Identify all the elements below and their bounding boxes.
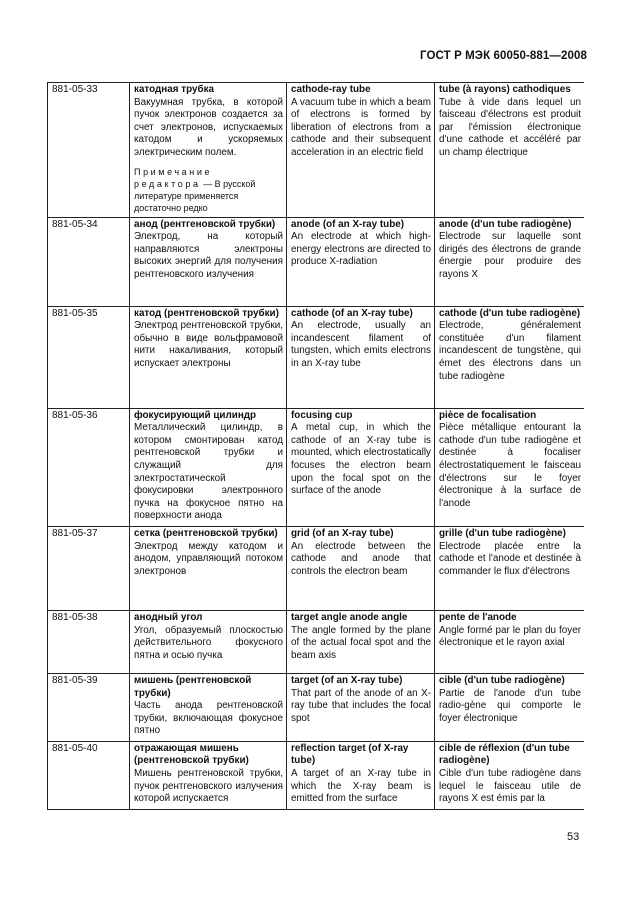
entry-number: 881-05-34	[48, 217, 130, 306]
russian-cell	[130, 306, 287, 408]
table-row	[48, 741, 585, 809]
french-definition: Electrode, généralement constituée d'un filament incandescent de tungstène, qui émet des électrons dans un tube radiogène	[439, 320, 581, 382]
french-cell	[435, 741, 585, 809]
english-definition: A metal cup, in which the cathode of an X-ray tube is mounted, which electrostatically focuses the electron beam upon the focal spot on the surface of the anode	[291, 422, 431, 497]
french-definition: Tube à vide dans lequel un faisceau d'électrons est produit par l'émission électronique d'une cathode et accéléré par un champ électrique	[439, 96, 581, 158]
french-term: cathode (d'un tube radiogène)	[439, 307, 581, 319]
terms-table	[47, 82, 584, 810]
russian-definition: Вакуумная трубка, в которой пучок электронов создается за счет электронов, испускаемых катодом и ускоряемых электрическим полем.	[134, 96, 283, 158]
english-cell	[287, 526, 435, 610]
russian-cell	[130, 741, 287, 809]
russian-term: сетка (рентгеновской трубки)	[134, 527, 278, 539]
table-row	[48, 306, 585, 408]
table-row	[48, 526, 585, 610]
russian-term: катодная трубка	[134, 84, 215, 95]
french-cell	[435, 217, 585, 306]
english-cell	[287, 408, 435, 526]
french-definition: Pièce métallique entourant la cathode d'un tube radiogène et destinée à focaliser électrostatiquement le faisceau d'électrons sur le foyer électronique à la surface de l'anode	[439, 422, 581, 509]
russian-cell	[130, 217, 287, 306]
entry-number: 881-05-33	[48, 83, 130, 218]
english-cell	[287, 306, 435, 408]
terms-table-container	[47, 82, 584, 822]
russian-term: анодный угол	[134, 611, 203, 623]
french-term: anode (d'un tube radiogène)	[439, 218, 572, 230]
russian-definition: Мишень рентгеновской трубки, пучок рентгеновского излучения которой испускается	[134, 768, 283, 805]
table-row	[48, 673, 585, 741]
english-term: cathode-ray tube	[291, 84, 371, 95]
page-number: 53	[567, 831, 580, 843]
french-definition: Electrode placée entre la cathode et l'anode et destinée à commander le flux d'électrons	[439, 540, 581, 577]
french-cell	[435, 83, 585, 218]
french-term: cible (d'un tube radiogène)	[439, 674, 565, 686]
russian-term: анод (рентгеновской трубки)	[134, 218, 276, 230]
editor-note-text: — В русской литературе применяется достаточно редко	[134, 178, 256, 213]
table-row	[48, 83, 585, 218]
english-cell	[287, 610, 435, 673]
english-cell	[287, 673, 435, 741]
russian-cell	[130, 673, 287, 741]
russian-definition: Часть анода рентгеновской трубки, включающая фокусное пятно	[134, 700, 283, 737]
editor-note	[134, 166, 283, 214]
russian-term: отражающая мишень (рентгеновской трубки)	[134, 742, 249, 767]
entry-number: 881-05-39	[48, 673, 130, 741]
russian-term: мишень (рентгеновской трубки)	[134, 674, 252, 699]
english-term: anode (of an X-ray tube)	[291, 218, 405, 230]
english-term: target (of an X-ray tube)	[291, 674, 403, 686]
french-cell	[435, 408, 585, 526]
english-cell	[287, 217, 435, 306]
russian-definition: Угол, образуемый плоскостью действительного фокусного пятна и осью пучка	[134, 624, 283, 661]
english-definition: A vacuum tube in which a beam of electrons is formed by liberation of electrons from a cathode and their subsequent acceleration in an electric field	[291, 96, 431, 158]
russian-cell	[130, 526, 287, 610]
french-term: pièce de focalisation	[439, 409, 537, 421]
entry-number: 881-05-36	[48, 408, 130, 526]
russian-cell	[130, 408, 287, 526]
editor-note-heading: Примечание редактора	[134, 166, 213, 189]
english-definition: An electrode between the cathode and anode that controls the electron beam	[291, 540, 431, 577]
table-row	[48, 610, 585, 673]
russian-cell	[130, 83, 287, 218]
russian-definition: Металлический цилиндр, в котором смонтирован катод рентгеновской трубки и служащий для электростатической фокусировки электронного пучка на фокусное пятно на поверхности анода	[134, 422, 283, 522]
french-term: grille (d'un tube radiogène)	[439, 527, 566, 539]
english-cell	[287, 83, 435, 218]
russian-definition: Электрод, на который направляются электроны высоких энергий для получения рентгеновского излучения	[134, 231, 283, 280]
french-term: tube (à rayons) cathodiques	[439, 84, 571, 95]
french-cell	[435, 526, 585, 610]
document-header: ГОСТ Р МЭК 60050-881—2008	[420, 50, 587, 62]
english-definition: A target of an X-ray tube in which the X-ray beam is emitted from the surface	[291, 768, 431, 805]
russian-cell	[130, 610, 287, 673]
english-term: grid (of an X-ray tube)	[291, 527, 394, 539]
french-term: pente de l'anode	[439, 611, 517, 623]
english-definition: The angle formed by the plane of the actual focal spot and the beam axis	[291, 624, 431, 661]
english-term: reflection target (of X-ray tube)	[291, 742, 409, 767]
french-cell	[435, 673, 585, 741]
table-row	[48, 217, 585, 306]
entry-number: 881-05-40	[48, 741, 130, 809]
english-definition: That part of the anode of an X-ray tube that includes the focal spot	[291, 687, 431, 724]
english-cell	[287, 741, 435, 809]
english-term: focusing cup	[291, 409, 353, 421]
entry-number: 881-05-37	[48, 526, 130, 610]
entry-number: 881-05-35	[48, 306, 130, 408]
russian-definition: Электрод рентгеновской трубки, обычно в виде вольфрамовой нити накаливания, который испускает электроны	[134, 320, 283, 369]
english-definition: An electrode, usually an incandescent filament of tungsten, which emits electrons in an X-ray tube	[291, 320, 431, 369]
french-definition: Partie de l'anode d'un tube radio-gène qui comporte le foyer électronique	[439, 687, 581, 724]
english-term: target angle anode angle	[291, 611, 408, 623]
entry-number: 881-05-38	[48, 610, 130, 673]
russian-term: фокусирующий цилиндр	[134, 409, 257, 421]
french-definition: Angle formé par le plan du foyer électronique et le rayon axial	[439, 624, 581, 649]
russian-term: катод (рентгеновской трубки)	[134, 307, 279, 319]
french-cell	[435, 306, 585, 408]
russian-definition: Электрод между катодом и анодом, управляющий потоком электронов	[134, 540, 283, 577]
french-cell	[435, 610, 585, 673]
table-row	[48, 408, 585, 526]
english-term: cathode (of an X-ray tube)	[291, 307, 413, 319]
french-definition: Cible d'un tube radiogène dans lequel le faisceau utile de rayons X est émis par la	[439, 768, 581, 805]
french-definition: Electrode sur laquelle sont dirigés des électrons de grande énergie pour produire des rayons X	[439, 231, 581, 280]
english-definition: An electrode at which high-energy electrons are directed to produce X-radiation	[291, 231, 431, 268]
french-term: cible de réflexion (d'un tube radiogène)	[439, 742, 570, 767]
